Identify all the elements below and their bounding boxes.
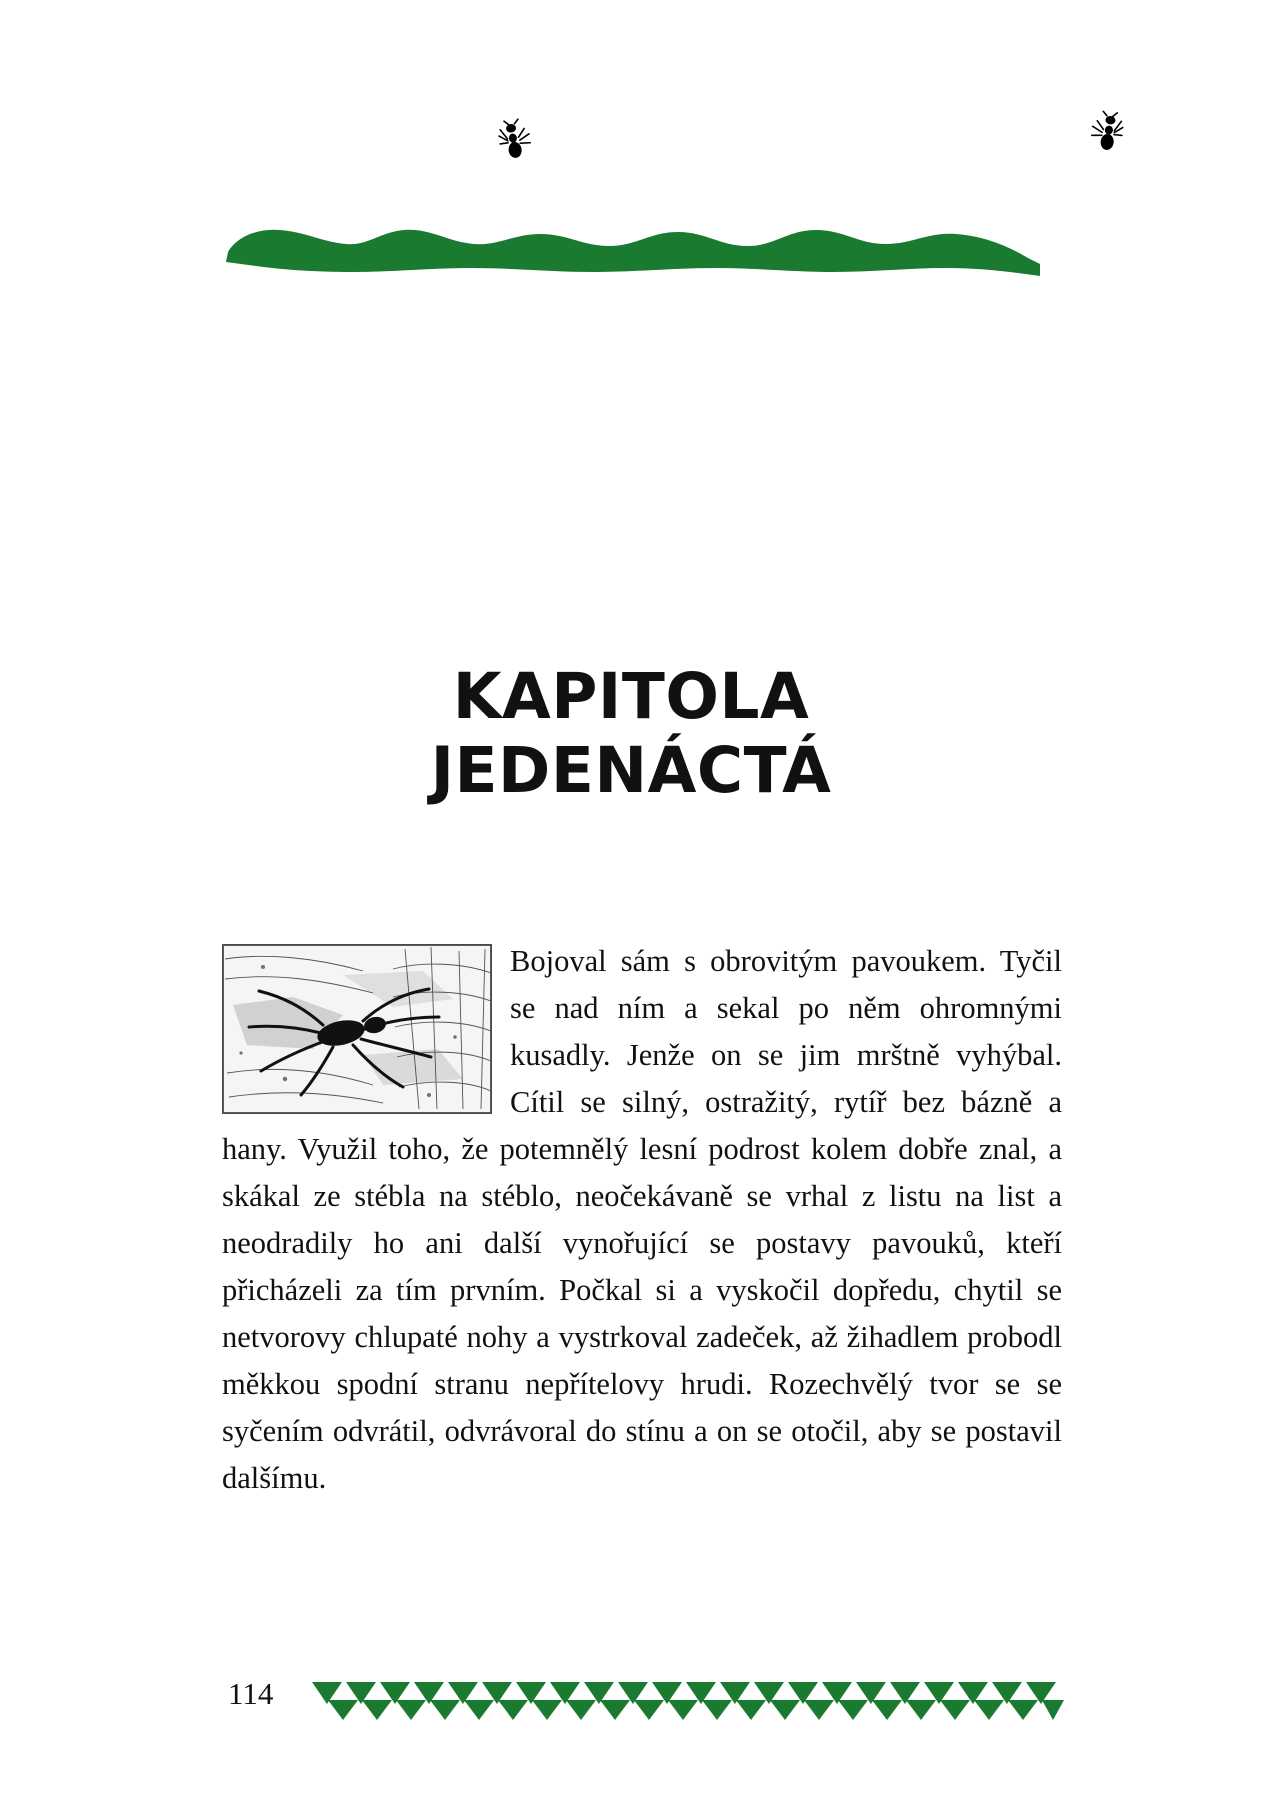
green-hill-band <box>222 218 1054 290</box>
page-title <box>0 660 1262 809</box>
chapter-title-line-1: KAPITOLA <box>452 660 810 733</box>
spider-web-engraving <box>222 944 492 1114</box>
ant-icon <box>1078 107 1139 161</box>
body-text-column <box>222 938 1062 1502</box>
chapter-title-line-2: JEDENÁCTÁ <box>430 734 832 808</box>
ant-icon <box>483 114 545 169</box>
green-zigzag-band <box>312 1678 1064 1722</box>
body-paragraph: Bojoval sám s obrovitým pavoukem. Tyčil se nad ním a sekal po něm ohromnými kusadly. Jenže on se jim mrštně vyhýbal. Cítil se silný, ostražitý, rytíř bez bázně a hany. Využil toho, že potemnělý lesní podrost kolem dobře znal, a skákal ze stébla na stéblo, neočekávaně se vrhal z listu na list a neodradily ho ani další vynořující se postavy pavouků, kteří přicházeli za tím prvním. Počkal si a vyskočil dopředu, chytil se netvorovy chlupaté nohy a vystrkoval zadeček, až žihadlem probodl měkkou spodní stranu nepřítelovy hrudi. Rozechvělý tvor se se syčením odvrátil, odvrávoral do stínu a on se otočil, aby se postavil dalšímu. <box>222 944 1062 1495</box>
page-number: 114 <box>228 1676 274 1711</box>
